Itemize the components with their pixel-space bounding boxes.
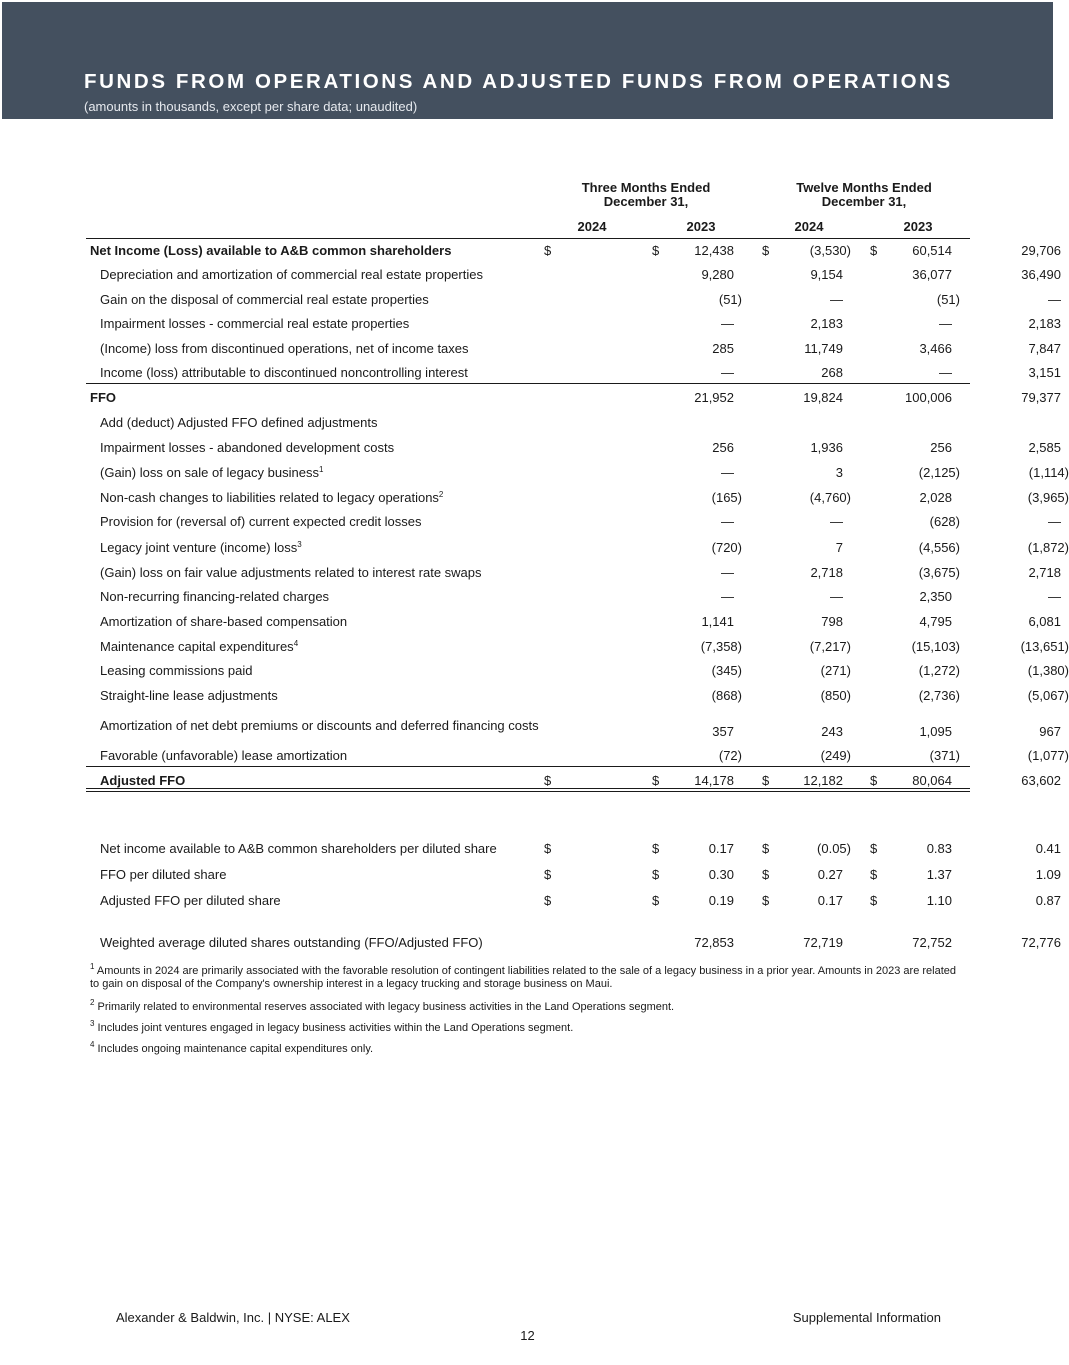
table-row [86, 314, 1061, 334]
cell-value: 2,585 [1028, 440, 1061, 455]
table-row [86, 637, 1069, 657]
cell-value: (2,736) [918, 688, 960, 703]
cell-value: (1,272) [918, 663, 960, 678]
cell-value: 798 [821, 614, 843, 629]
header-rule [86, 238, 970, 239]
cell-value: 0.87 [1035, 893, 1061, 908]
cell-value: — [830, 514, 843, 529]
cell-value: 79,377 [1021, 390, 1061, 405]
cell-value: 100,006 [905, 390, 952, 405]
cell-value: 357 [712, 724, 734, 739]
row-label: Amortization of net debt premiums or discounts and deferred financing costs [100, 718, 539, 733]
currency-symbol: $ [870, 867, 878, 882]
cell-value: 1.09 [1035, 867, 1061, 882]
column-year-twelve-2023: 2023 [903, 219, 933, 234]
cell-value: (249) [820, 748, 851, 763]
cell-value: (3,530) [809, 243, 851, 258]
cell-value: 12,438 [694, 243, 734, 258]
cell-value: 7,847 [1028, 341, 1061, 356]
row-label: Non-cash changes to liabilities related to legacy operations$^2$ [100, 490, 444, 505]
cell-value: 2,028 [919, 490, 952, 505]
cell-value: (51) [718, 292, 742, 307]
table-row [86, 587, 1061, 607]
cell-value: (3,675) [918, 565, 960, 580]
footnote-3: $^3$ Includes joint ventures engaged in legacy business activities within the Land Operations segment. [90, 1019, 574, 1034]
cell-value: 19,824 [803, 390, 843, 405]
table-row [86, 661, 1069, 681]
table-row [86, 463, 1069, 483]
table-row [86, 865, 1061, 885]
table-row [86, 339, 1061, 359]
cell-value: (51) [936, 292, 960, 307]
row-label: Adjusted FFO per diluted share [100, 893, 281, 908]
page-number: 12 [520, 1328, 535, 1343]
table-row [86, 563, 1061, 583]
row-label: Non-recurring financing-related charges [100, 589, 330, 604]
cell-value: — [721, 565, 734, 580]
currency-symbol: $ [870, 773, 878, 788]
table-row [86, 933, 1061, 953]
currency-symbol: $ [762, 893, 770, 908]
cell-value: 0.17 [708, 841, 734, 856]
cell-value: (165) [711, 490, 742, 505]
cell-value: 29,706 [1021, 243, 1061, 258]
cell-value: 0.17 [817, 893, 843, 908]
table-row [86, 388, 1061, 408]
column-group-three-months: Three Months Ended December 31, [581, 180, 711, 209]
cell-value: 72,752 [912, 935, 952, 950]
cell-value: 6,081 [1028, 614, 1061, 629]
row-label: Favorable (unfavorable) lease amortization [100, 748, 348, 763]
cell-value: 2,718 [1028, 565, 1061, 580]
row-label: Impairment losses - abandoned development costs [100, 440, 395, 455]
column-year-three-2023: 2023 [686, 219, 716, 234]
currency-symbol: $ [762, 867, 770, 882]
currency-symbol: $ [762, 841, 770, 856]
cell-value: 11,749 [804, 341, 843, 356]
table-row [86, 612, 1061, 632]
row-label: Legacy joint venture (income) loss$^3$ [100, 540, 302, 555]
cell-value: 72,853 [694, 935, 734, 950]
cell-value: 1,095 [919, 724, 952, 739]
cell-value: (0.05) [817, 841, 851, 856]
cell-value: — [1048, 514, 1061, 529]
currency-symbol: $ [870, 841, 878, 856]
row-label: Impairment losses - commercial real estate properties [100, 316, 410, 331]
cell-value: 9,280 [701, 267, 734, 282]
cell-value: (7,358) [700, 639, 742, 654]
footnote-2: $^2$ Primarily related to environmental reserves associated with legacy business activities in the Land Operations segment. [90, 998, 675, 1013]
row-label: (Gain) loss on sale of legacy business$^1$ [100, 465, 324, 480]
cell-value: 0.27 [817, 867, 843, 882]
footnote-ref: 3 [297, 540, 302, 549]
row-label: Adjusted FFO [100, 773, 186, 788]
cell-value: 80,064 [912, 773, 952, 788]
cell-value: — [721, 465, 734, 480]
row-label: Net income available to A&B common shareholders per diluted share [100, 841, 497, 856]
currency-symbol: $ [652, 893, 660, 908]
cell-value: 21,952 [694, 390, 734, 405]
cell-value: (13,651) [1020, 639, 1069, 654]
row-label: (Gain) loss on fair value adjustments related to interest rate swaps [100, 565, 482, 580]
cell-value: 256 [712, 440, 734, 455]
cell-value: (628) [929, 514, 960, 529]
double-rule-adjusted-ffo [86, 788, 970, 792]
cell-value: 72,776 [1021, 935, 1061, 950]
cell-value: 14,178 [694, 773, 734, 788]
cell-value: 0.19 [708, 893, 734, 908]
cell-value: (7,217) [809, 639, 851, 654]
cell-value: (850) [820, 688, 851, 703]
cell-value: 268 [821, 365, 843, 380]
currency-symbol: $ [652, 867, 660, 882]
currency-symbol: $ [544, 841, 552, 856]
cell-value: 0.30 [708, 867, 734, 882]
cell-value: — [721, 365, 734, 380]
row-label: Gain on the disposal of commercial real estate properties [100, 292, 429, 307]
cell-value: (3,965) [1027, 490, 1069, 505]
row-label: (Income) loss from discontinued operations, net of income taxes [100, 341, 469, 356]
cell-value: 1,936 [810, 440, 843, 455]
cell-value: (720) [711, 540, 742, 555]
row-label: Provision for (reversal of) current expected credit losses [100, 514, 422, 529]
row-label: Amortization of share-based compensation [100, 614, 348, 629]
cell-value: 3 [835, 465, 843, 480]
footnote-ref: 2 [438, 490, 444, 499]
footer-company: Alexander & Baldwin, Inc. | NYSE: ALEX [116, 1310, 350, 1325]
cell-value: (2,125) [918, 465, 960, 480]
cell-value: 0.41 [1035, 841, 1061, 856]
cell-value: — [1048, 292, 1061, 307]
currency-symbol: $ [544, 867, 552, 882]
table-row [86, 891, 1061, 911]
page-title: FUNDS FROM OPERATIONS AND ADJUSTED FUNDS FROM OPERATIONS [84, 70, 953, 93]
table-row [86, 512, 1061, 532]
cell-value: (345) [711, 663, 742, 678]
cell-value: (4,556) [918, 540, 960, 555]
cell-value: (271) [820, 663, 851, 678]
table-row [86, 438, 1061, 458]
table-row [86, 746, 1069, 766]
cell-value: — [939, 365, 952, 380]
row-label: Depreciation and amortization of commercial real estate properties [100, 267, 483, 282]
cell-value: (1,114) [1028, 465, 1069, 480]
cell-value: (15,103) [911, 639, 960, 654]
table-row [86, 363, 1061, 383]
table-row [86, 686, 1069, 706]
rule-before-ffo [86, 383, 970, 384]
row-label: Add (deduct) Adjusted FFO defined adjustments [100, 415, 378, 430]
row-label: Income (loss) attributable to discontinued noncontrolling interest [100, 365, 468, 380]
cell-value: 2,183 [810, 316, 843, 331]
cell-value: 72,719 [803, 935, 843, 950]
cell-value: 967 [1039, 724, 1061, 739]
currency-symbol: $ [870, 893, 878, 908]
cell-value: 1.37 [926, 867, 952, 882]
cell-value: — [721, 589, 734, 604]
footnote-ref: 4 [293, 639, 299, 648]
cell-value: — [721, 316, 734, 331]
table-row [86, 290, 1061, 310]
cell-value: 7 [835, 540, 843, 555]
cell-value: 285 [712, 341, 734, 356]
row-label: Maintenance capital expenditures$^4$ [100, 639, 299, 654]
row-label: Weighted average diluted shares outstanding (FFO/Adjusted FFO) [100, 935, 483, 950]
column-year-twelve-2024: 2024 [794, 219, 824, 234]
cell-value: 0.83 [926, 841, 952, 856]
table-row [86, 265, 1061, 285]
cell-value: 3,466 [919, 341, 952, 356]
table-row [86, 413, 970, 433]
currency-symbol: $ [870, 243, 878, 258]
currency-symbol: $ [544, 243, 552, 258]
currency-symbol: $ [762, 243, 770, 258]
cell-value: 3,151 [1028, 365, 1061, 380]
footer-section: Supplemental Information [792, 1310, 941, 1325]
cell-value: 36,077 [912, 267, 952, 282]
cell-value: (1,380) [1027, 663, 1069, 678]
cell-value: (5,067) [1027, 688, 1069, 703]
row-label: Leasing commissions paid [100, 663, 253, 678]
cell-value: — [939, 316, 952, 331]
currency-symbol: $ [652, 773, 660, 788]
cell-value: — [830, 589, 843, 604]
row-label: Net Income (Loss) available to A&B common shareholders [90, 243, 452, 258]
footnote-1: $^1$ Amounts in 2024 are primarily associated with the favorable resolution of contingent liabilities related to the sale of a legacy business in a prior year. Amounts in 2023 are related to gain on disposal of the Company's ownership interest in a legacy trucking and storage business on Maui. [90, 962, 957, 990]
cell-value: 256 [930, 440, 952, 455]
footnote-ref: 1 [318, 465, 324, 474]
row-label: FFO [90, 390, 116, 405]
table-row [86, 538, 1069, 558]
cell-value: — [1048, 589, 1061, 604]
cell-value: 243 [821, 724, 843, 739]
cell-value: 2,350 [919, 589, 952, 604]
cell-value: — [721, 514, 734, 529]
cell-value: — [830, 292, 843, 307]
cell-value: 1,141 [701, 614, 734, 629]
table-row [86, 488, 1069, 508]
table-row [86, 839, 1061, 859]
cell-value: 36,490 [1021, 267, 1061, 282]
currency-symbol: $ [652, 243, 660, 258]
cell-value: (72) [718, 748, 742, 763]
cell-value: 60,514 [912, 243, 952, 258]
table-row [86, 718, 1061, 742]
page-subtitle: (amounts in thousands, except per share data; unaudited) [84, 99, 418, 114]
cell-value: 4,795 [919, 614, 952, 629]
footnote-4: $^4$ Includes ongoing maintenance capital expenditures only. [90, 1040, 374, 1055]
cell-value: 63,602 [1021, 773, 1061, 788]
currency-symbol: $ [762, 773, 770, 788]
cell-value: 2,718 [810, 565, 843, 580]
cell-value: (1,077) [1027, 748, 1069, 763]
row-label: Straight-line lease adjustments [100, 688, 278, 703]
cell-value: 12,182 [803, 773, 843, 788]
cell-value: 1.10 [926, 893, 952, 908]
column-year-three-2024: 2024 [577, 219, 607, 234]
cell-value: 9,154 [810, 267, 843, 282]
cell-value: (4,760) [809, 490, 851, 505]
currency-symbol: $ [544, 773, 552, 788]
currency-symbol: $ [652, 841, 660, 856]
currency-symbol: $ [544, 893, 552, 908]
cell-value: (371) [929, 748, 960, 763]
rule-before-adjusted-ffo [86, 766, 970, 767]
cell-value: 2,183 [1028, 316, 1061, 331]
row-label: FFO per diluted share [100, 867, 227, 882]
cell-value: (1,872) [1027, 540, 1069, 555]
table-row [86, 241, 1061, 261]
cell-value: (868) [711, 688, 742, 703]
column-group-twelve-months: Twelve Months Ended December 31, [796, 180, 932, 209]
